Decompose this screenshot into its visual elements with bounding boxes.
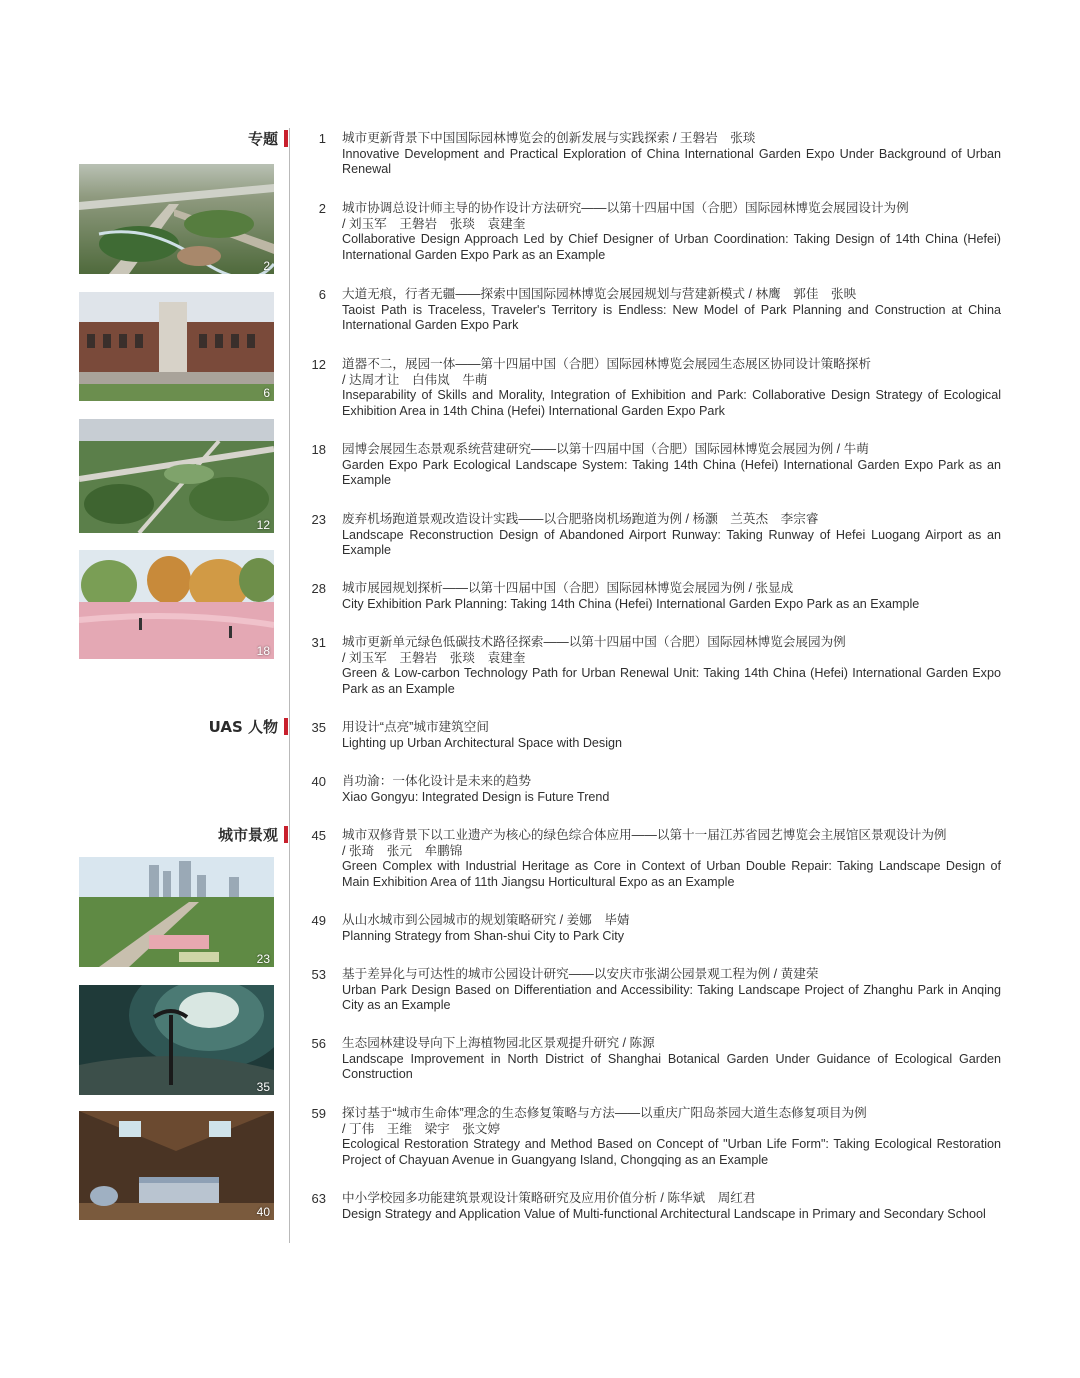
section-marker xyxy=(284,826,288,843)
toc-page-number: 49 xyxy=(311,913,326,928)
toc-title-cn: 中小学校园多功能建筑景观设计策略研究及应用价值分析 / 陈华斌 周红君 xyxy=(342,1191,756,1205)
toc-authors-cn: / 达周才让 白伟岚 牛萌 xyxy=(342,372,488,387)
toc-title-en: Green Complex with Industrial Heritage as Core in Context of Urban Double Repair: Taking Landscape Design of Main Exhibition Area of 11th Jiangsu Horticultural Expo as an Example xyxy=(342,859,1001,889)
toc-title-cn: 基于差异化与可达性的城市公园设计研究——以安庆市张湖公园景观工程为例 / 黄建荣 xyxy=(342,967,819,981)
toc-entry[interactable] xyxy=(304,581,1001,612)
toc-title-en: Innovative Development and Practical Exploration of China International Garden Expo Under Background of Urban Renewal xyxy=(342,146,1001,177)
toc-title-en: Urban Park Design Based on Differentiation and Accessibility: Taking Landscape Project of Zhanghu Park in Anqing City as an Example xyxy=(342,982,1001,1013)
thumbnail-page-number: 2 xyxy=(263,259,270,273)
toc-title-cn: 城市更新背景下中国国际园林博览会的创新发展与实践探索 / 王磐岩 张琰 xyxy=(342,131,756,145)
section-label-urban-landscape: 城市景观 xyxy=(217,826,278,844)
toc-page-number: 18 xyxy=(311,442,326,457)
dome-interior-photo xyxy=(79,985,274,1095)
thumbnail-page-number: 40 xyxy=(256,1205,270,1219)
section-marker xyxy=(284,130,288,147)
toc-title-cn: 大道无痕，行者无疆——探索中国国际园林博览会展园规划与营建新模式 / 林鹰 郭佳 张映 xyxy=(342,287,857,301)
toc-entry[interactable] xyxy=(304,774,1001,805)
toc-title-en: City Exhibition Park Planning: Taking 14th China (Hefei) International Garden Expo Park as an Example xyxy=(342,596,920,611)
toc-title-en: Taoist Path is Traceless, Traveler's Territory is Endless: New Model of Park Planning and Construction at China International Garden Expo Park xyxy=(342,302,1001,333)
toc-entry[interactable] xyxy=(304,442,1001,489)
toc-title-cn: 生态园林建设导向下上海植物园北区景观提升研究 / 陈源 xyxy=(342,1036,655,1050)
toc-page-number: 2 xyxy=(318,201,326,216)
toc-page-number: 35 xyxy=(311,720,326,735)
toc-entry[interactable] xyxy=(304,635,1001,697)
toc-title-en: Design Strategy and Application Value of Multi-functional Architectural Landscape in Primary and Secondary School xyxy=(342,1206,986,1221)
toc-entry[interactable] xyxy=(304,512,1001,559)
toc-authors-cn: / 刘玉军 王磐岩 张琰 袁建奎 xyxy=(342,650,526,665)
toc-entry[interactable] xyxy=(304,287,1001,334)
toc-entry[interactable] xyxy=(304,1036,1001,1083)
toc-title-en: Collaborative Design Approach Led by Chief Designer of Urban Coordination: Taking Design of 14th China (Hefei) International Garden Expo Park as an Example xyxy=(342,232,1001,262)
toc-page-number: 53 xyxy=(311,967,326,982)
section-label-special-topic: 专题 xyxy=(247,130,278,148)
toc-entry[interactable] xyxy=(304,1191,1001,1222)
toc-title-cn: 探讨基于“城市生命体”理念的生态修复策略与方法——以重庆广阳岛茶园大道生态修复项目为例 xyxy=(342,1106,867,1120)
toc-page-number: 12 xyxy=(311,357,326,372)
toc-entry[interactable] xyxy=(304,720,1001,751)
city-skyline-park-photo xyxy=(79,857,274,967)
toc-title-en: Planning Strategy from Shan-shui City to Park City xyxy=(342,928,625,943)
toc-entry[interactable] xyxy=(304,913,1001,944)
thumbnail-page-number: 12 xyxy=(256,518,270,532)
divider-line xyxy=(289,128,290,1243)
toc-title-en: Inseparability of Skills and Morality, Integration of Exhibition and Park: Collaborative Design Strategy of Ecological Exhibition Area in 14th China (Hefei) International Garden Expo Park xyxy=(342,388,1001,418)
toc-page-number: 28 xyxy=(311,581,326,596)
toc-page-number: 23 xyxy=(311,512,326,527)
toc-title-cn: 用设计“点亮”城市建筑空间 xyxy=(342,720,489,734)
toc-entry[interactable] xyxy=(304,201,1001,263)
toc-page-number: 56 xyxy=(311,1036,326,1051)
toc-title-en: Ecological Restoration Strategy and Method Based on Concept of "Urban Life Form": Taking Ecological Restoration Project of Chayuan Avenue in Guangyang Island, Chongqing as an Example xyxy=(342,1137,1001,1167)
toc-title-cn: 从山水城市到公园城市的规划策略研究 / 姜娜 毕婧 xyxy=(342,913,630,927)
toc-page-number: 45 xyxy=(311,828,326,843)
toc-entry[interactable] xyxy=(304,828,1001,890)
toc-title-cn: 城市展园规划探析——以第十四届中国（合肥）国际园林博览会展园为例 / 张显成 xyxy=(342,581,794,595)
toc-title-cn: 城市协调总设计师主导的协作设计方法研究——以第十四届中国（合肥）国际园林博览会展园设计为例 xyxy=(342,201,909,215)
toc-page-number: 1 xyxy=(318,131,326,146)
toc-title-en: Green & Low-carbon Technology Path for Urban Renewal Unit: Taking 14th China (Hefei) International Garden Expo Park as an Example xyxy=(342,666,1001,696)
aerial-green-park-photo xyxy=(79,419,274,533)
section-marker xyxy=(284,718,288,735)
thumbnail-page-number: 18 xyxy=(256,644,270,658)
toc-title-cn: 园博会展园生态景观系统营建研究——以第十四届中国（合肥）国际园林博览会展园为例 / 牛萌 xyxy=(342,442,869,456)
toc-entry[interactable] xyxy=(304,357,1001,419)
brick-building-photo xyxy=(79,292,274,401)
aerial-garden-expo-photo xyxy=(79,164,274,274)
toc-title-cn: 城市双修背景下以工业遗产为核心的绿色综合体应用——以第十一届江苏省园艺博览会主展馆区景观设计为例 xyxy=(342,828,947,842)
toc-page-number: 40 xyxy=(311,774,326,789)
toc-entry[interactable] xyxy=(304,1106,1001,1168)
toc-page-number: 31 xyxy=(311,635,326,650)
toc-title-en: Garden Expo Park Ecological Landscape System: Taking 14th China (Hefei) International Garden Expo Park as an Example xyxy=(342,457,1001,488)
attic-bedroom-photo xyxy=(79,1111,274,1220)
toc-title-cn: 城市更新单元绿色低碳技术路径探索——以第十四届中国（合肥）国际园林博览会展园为例 xyxy=(342,635,846,649)
toc-title-en: Lighting up Urban Architectural Space with Design xyxy=(342,735,623,750)
toc-page-number: 59 xyxy=(311,1106,326,1121)
pink-grass-field-photo xyxy=(79,550,274,659)
toc-title-en: Landscape Improvement in North District of Shanghai Botanical Garden Under Guidance of Ecological Garden Construction xyxy=(342,1051,1001,1082)
toc-page-number: 63 xyxy=(311,1191,326,1206)
toc-page-number: 6 xyxy=(318,287,326,302)
toc-title-cn: 肖功渝：一体化设计是未来的趋势 xyxy=(342,774,531,788)
thumbnail-page-number: 35 xyxy=(256,1080,270,1094)
toc-authors-cn: / 刘玉军 王磐岩 张琰 袁建奎 xyxy=(342,216,526,231)
section-label-uas-people: UAS 人物 xyxy=(208,718,278,736)
toc-title-en: Landscape Reconstruction Design of Abandoned Airport Runway: Taking Runway of Hefei Luogang Airport as an Example xyxy=(342,527,1001,558)
toc-title-cn: 道器不二，展园一体——第十四届中国（合肥）国际园林博览会展园生态展区协同设计策略探析 xyxy=(342,357,871,371)
toc-entry[interactable] xyxy=(304,131,1001,178)
toc-authors-cn: / 张琦 张元 牟鹏锦 xyxy=(342,843,463,858)
toc-authors-cn: / 丁伟 王维 梁宇 张文婷 xyxy=(342,1121,501,1136)
thumbnail-page-number: 6 xyxy=(263,386,270,400)
thumbnail-page-number: 23 xyxy=(256,952,270,966)
toc-title-en: Xiao Gongyu: Integrated Design is Future Trend xyxy=(342,789,610,804)
toc-entry[interactable] xyxy=(304,967,1001,1014)
toc-title-cn: 废弃机场跑道景观改造设计实践——以合肥骆岗机场跑道为例 / 杨灏 兰英杰 李宗睿 xyxy=(342,512,819,526)
